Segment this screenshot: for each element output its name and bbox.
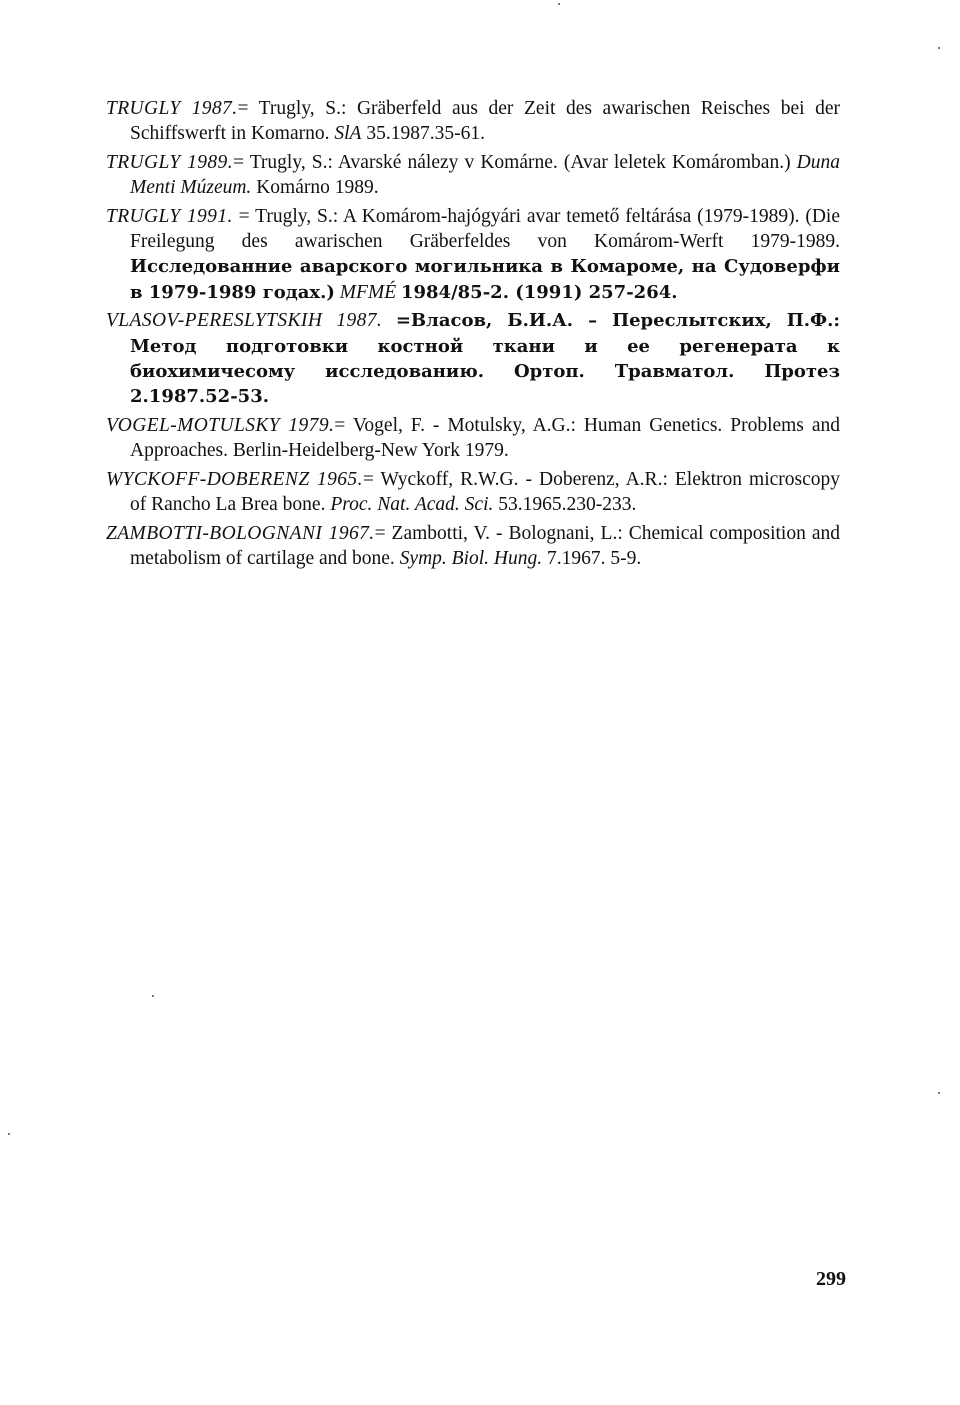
journal-title: Duna Menti Múzeum.	[130, 151, 840, 199]
reference-entry	[106, 150, 840, 201]
reference-text: = Zambotti, V. - Bolognani, L.: Chemical composition and metabolism of cartilage and bone.	[130, 522, 840, 569]
scan-speck	[558, 3, 560, 5]
bibliography-list	[106, 96, 840, 574]
reference-key: TRUGLY 1987.	[106, 98, 238, 119]
reference-text	[382, 310, 396, 331]
reference-text: 53.1965.230-233.	[493, 494, 637, 516]
reference-entry	[106, 308, 840, 410]
reference-text: = Trugly, S.: Avarské nálezy v Komárne. (Avar leletek Komáromban.)	[232, 151, 797, 173]
reference-key: ZAMBOTTI-BOLOGNANI 1967.	[106, 522, 375, 544]
journal-title: MFMÉ	[339, 281, 397, 303]
reference-text: = Trugly, S.: Gräberfeld aus der Zeit des awarischen Reisches bei der Schiffswerft in Komarno.	[130, 98, 840, 145]
reference-text: = Vogel, F. - Motulsky, A.G.: Human Genetics. Problems and Approaches. Berlin-Heidelberg-New York 1979.	[130, 414, 840, 462]
reference-text: = Trugly, S.: A Komárom-hajógyári avar temető feltárása (1979-1989). (Die Freilegung des awarischen Gräberfeldes von Komárom-Werft 1979-1989.	[130, 205, 840, 253]
journal-title: Symp. Biol. Hung.	[399, 547, 543, 569]
reference-text-bold: 1984/85-2. (1991) 257-264.	[400, 281, 678, 303]
reference-text: = Wyckoff, R.W.G. - Doberenz, A.R.: Elektron microscopy of Rancho La Brea bone.	[130, 468, 840, 516]
reference-key: WYCKOFF-DOBERENZ 1965.	[106, 468, 363, 490]
reference-key: VOGEL-MOTULSKY 1979.	[106, 414, 335, 436]
journal-title: SlA	[334, 123, 362, 145]
reference-text: Komárno 1989.	[251, 177, 379, 199]
reference-text-cyrillic: Исследованние аварского могильника в Комароме, на Судоверфи в 1979-1989 годах.)	[130, 256, 840, 303]
reference-key: VLASOV-PERESLYTSKIH 1987.	[106, 310, 383, 332]
scan-speck	[938, 1092, 940, 1094]
reference-text: 35.1987.35-61.	[361, 123, 485, 145]
scan-speck	[152, 995, 154, 997]
journal-title: Proc. Nat. Acad. Sci.	[330, 494, 494, 516]
reference-entry	[106, 521, 840, 572]
page-number: 299	[816, 1268, 846, 1290]
reference-entry	[106, 96, 840, 147]
reference-key: TRUGLY 1989.	[106, 151, 233, 173]
reference-key: TRUGLY 1991.	[106, 205, 233, 227]
reference-text-cyrillic: =Власов, Б.И.А. – Переслытских, П.Ф.: Метод подготовки костной ткани и ее регенерата к биохимичесому исследованию. Ортоп. Травматол. Протез 2.1987.52-53.	[130, 310, 841, 408]
reference-entry	[106, 413, 840, 464]
scan-speck	[938, 47, 940, 49]
reference-entry	[106, 204, 840, 306]
reference-entry	[106, 467, 840, 518]
reference-text: 7.1967. 5-9.	[542, 547, 642, 569]
scan-speck	[8, 1133, 10, 1135]
